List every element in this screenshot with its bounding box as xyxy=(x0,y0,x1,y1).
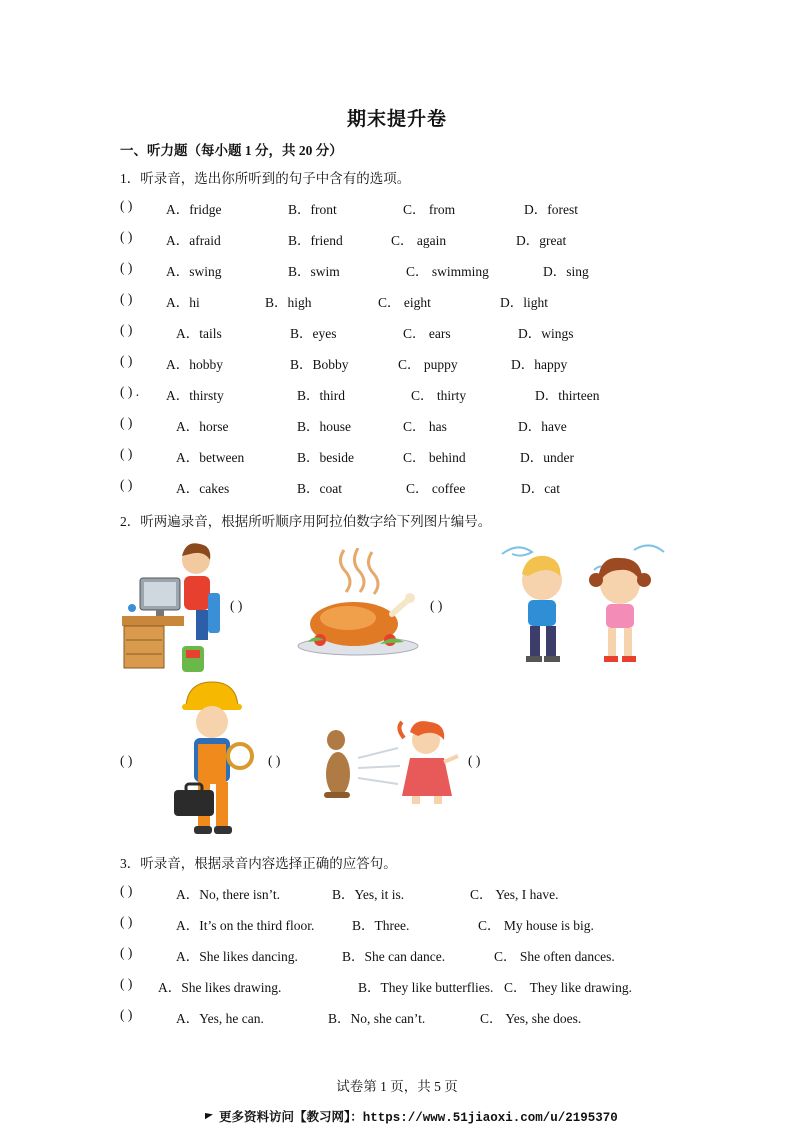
option-a: A．afraid xyxy=(166,233,221,248)
option-c: C． They like drawing. xyxy=(504,980,632,995)
option-a: A．cakes xyxy=(176,481,230,496)
answer-blank[interactable]: ( ) xyxy=(120,945,133,960)
option-b: B．Bobby xyxy=(290,357,349,372)
option-b: B．No, she can’t. xyxy=(328,1011,426,1026)
option-a: A．hobby xyxy=(166,357,223,372)
option-d: D．cat xyxy=(521,481,560,496)
answer-blank[interactable]: ( ) xyxy=(120,976,133,991)
option-a: A．horse xyxy=(176,419,229,434)
option-b: B．eyes xyxy=(290,326,337,341)
option-d: D．happy xyxy=(511,357,568,372)
children-cold-image xyxy=(498,540,670,668)
answer-blank[interactable]: ( ) xyxy=(120,446,133,461)
option-c: C． behind xyxy=(403,450,466,465)
q3-prompt: 3．听录音，根据录音内容选择正确的应答句。 xyxy=(120,856,397,871)
option-b: B．She can dance. xyxy=(342,949,446,964)
q2-prompt: 2．听两遍录音，根据所听顺序用阿拉伯数字给下列图片编号。 xyxy=(120,514,492,529)
option-c: C． thirty xyxy=(411,388,467,403)
option-d: D．wings xyxy=(518,326,574,341)
option-c: C． swimming xyxy=(406,264,489,279)
q1-prompt: 1．听录音，选出你所听到的句子中含有的选项。 xyxy=(120,171,411,186)
page-title: 期末提升卷 xyxy=(346,109,447,130)
answer-blank[interactable]: ( ) . xyxy=(120,384,140,399)
option-d: D．thirteen xyxy=(535,388,600,403)
boy-computer-image xyxy=(120,538,222,676)
flag-icon xyxy=(205,1113,213,1122)
option-c: C． again xyxy=(391,233,447,248)
worker-image xyxy=(170,680,254,840)
option-a: A．It’s on the third floor. xyxy=(176,918,315,933)
option-b: B．They like butterflies. xyxy=(358,980,494,995)
option-d: D．have xyxy=(518,419,567,434)
option-a: A．No, there isn’t. xyxy=(176,887,280,902)
answer-blank[interactable]: ( ) xyxy=(120,198,133,213)
option-a: A．between xyxy=(176,450,245,465)
page-footer: 试卷第 1 页，共 5 页 xyxy=(336,1079,458,1094)
answer-blank[interactable]: ( ) xyxy=(120,914,133,929)
option-a: A．She likes drawing. xyxy=(158,980,282,995)
section-heading: 一、听力题（每小题 1 分，共 20 分） xyxy=(120,143,343,158)
option-c: C． She often dances. xyxy=(494,949,615,964)
answer-blank[interactable]: ( ) xyxy=(120,291,133,306)
option-c: C． My house is big. xyxy=(478,918,594,933)
answer-blank[interactable]: ( ) xyxy=(120,322,133,337)
option-a: A．fridge xyxy=(166,202,222,217)
q2-blank-4[interactable]: ( ) xyxy=(120,753,133,768)
option-c: C． Yes, I have. xyxy=(470,887,559,902)
option-a: A．thirsty xyxy=(166,388,224,403)
answer-blank[interactable]: ( ) xyxy=(120,353,133,368)
q2-blank-1[interactable]: ( ) xyxy=(230,598,243,613)
option-b: B．Three. xyxy=(352,918,410,933)
q2-blank-6[interactable]: ( ) xyxy=(468,753,481,768)
option-d: D．forest xyxy=(524,202,578,217)
option-a: A．Yes, he can. xyxy=(176,1011,264,1026)
option-c: C． ears xyxy=(403,326,451,341)
answer-blank[interactable]: ( ) xyxy=(120,260,133,275)
option-c: C． coffee xyxy=(406,481,466,496)
roast-chicken-image xyxy=(296,548,420,658)
option-a: A．She likes dancing. xyxy=(176,949,298,964)
option-b: B．third xyxy=(297,388,346,403)
option-c: C． from xyxy=(403,202,456,217)
option-c: C． Yes, she does. xyxy=(480,1011,582,1026)
option-b: B．beside xyxy=(297,450,354,465)
answer-blank[interactable]: ( ) xyxy=(120,1007,133,1022)
option-d: D．light xyxy=(500,295,549,310)
q2-blank-2[interactable]: ( ) xyxy=(430,598,443,613)
answer-blank[interactable]: ( ) xyxy=(120,229,133,244)
option-b: B．house xyxy=(297,419,351,434)
option-b: B．swim xyxy=(288,264,340,279)
option-a: A．tails xyxy=(176,326,222,341)
answer-blank[interactable]: ( ) xyxy=(120,477,133,492)
bottom-link-text[interactable]: 更多资料访问【教习网】：https://www.51jiaoxi.com/u/2195370 xyxy=(219,1111,618,1125)
option-c: C． has xyxy=(403,419,447,434)
option-b: B．friend xyxy=(288,233,343,248)
dog-girl-image xyxy=(318,718,462,808)
answer-blank[interactable]: ( ) xyxy=(120,415,133,430)
answer-blank[interactable]: ( ) xyxy=(120,883,133,898)
option-d: D．great xyxy=(516,233,567,248)
option-b: B．front xyxy=(288,202,337,217)
q2-blank-5[interactable]: ( ) xyxy=(268,753,281,768)
bottom-link-bar[interactable] xyxy=(205,1107,618,1125)
option-b: B．Yes, it is. xyxy=(332,887,405,902)
option-d: D．under xyxy=(520,450,574,465)
option-b: B．high xyxy=(265,295,312,310)
option-d: D．sing xyxy=(543,264,589,279)
option-c: C． eight xyxy=(378,295,431,310)
option-b: B．coat xyxy=(297,481,342,496)
option-a: A．swing xyxy=(166,264,222,279)
option-c: C． puppy xyxy=(398,357,458,372)
option-a: A．hi xyxy=(166,295,200,310)
